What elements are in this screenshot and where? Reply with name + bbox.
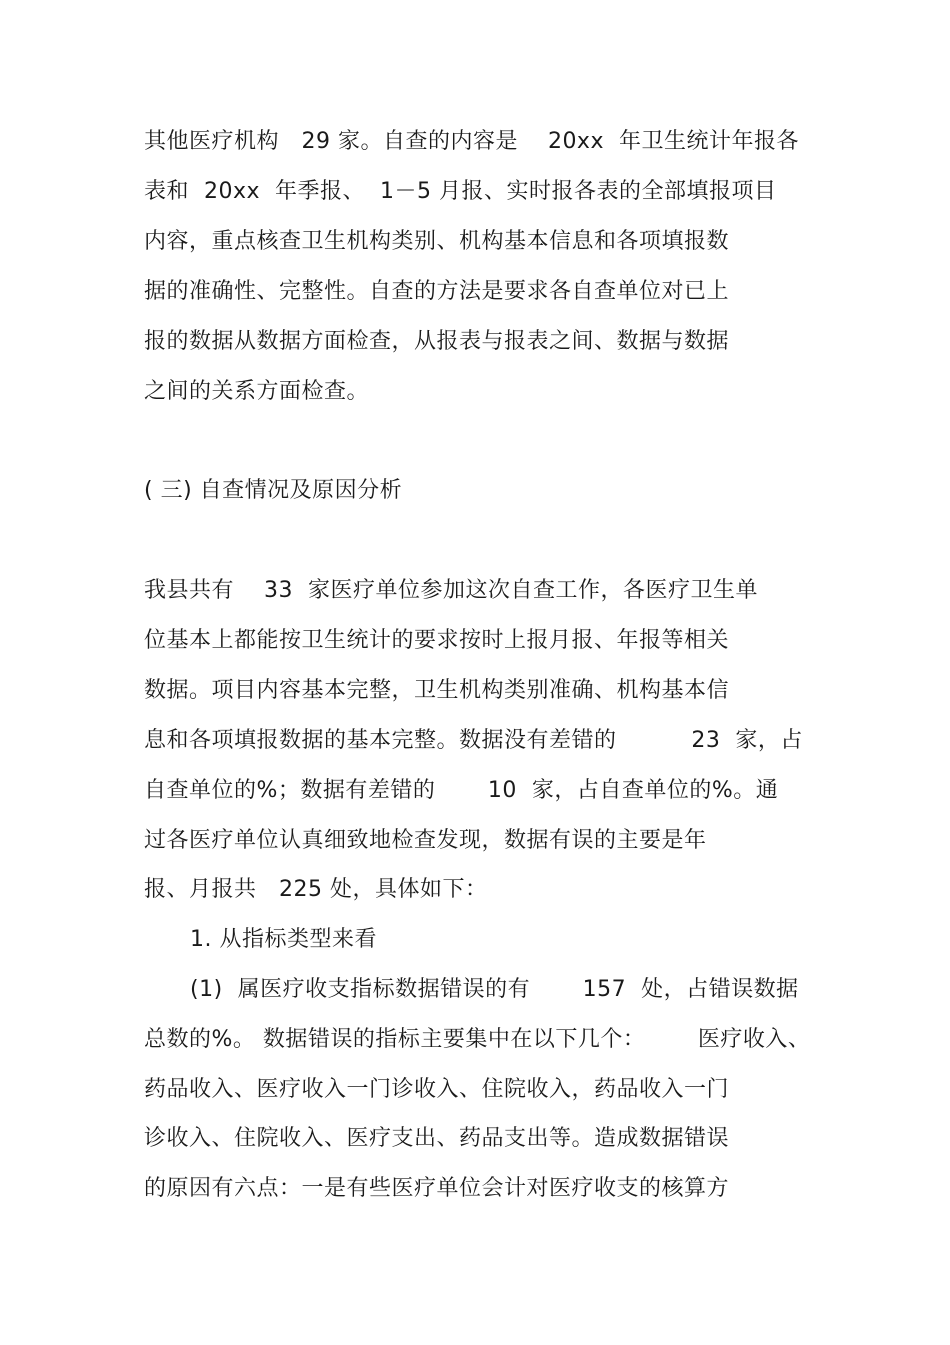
paragraph-1-line-4: 据的准确性、完整性。自查的方法是要求各自查单位对已上 xyxy=(144,279,730,304)
paragraph-2-line-6: 过各医疗单位认真细致地检查发现，数据有误的主要是年 xyxy=(144,828,707,853)
paragraph-1-line-2: 表和 20xx 年季报、 1－5 月报、实时报各表的全部填报项目 xyxy=(144,179,777,204)
section-heading: ( 三) 自查情况及原因分析 xyxy=(144,478,403,503)
paragraph-2-line-1: 我县共有 33 家医疗单位参加这次自查工作，各医疗卫生单 xyxy=(144,578,758,603)
paragraph-2-line-5: 自查单位的%；数据有差错的 10 家，占自查单位的%。通 xyxy=(144,778,779,803)
paragraph-3-line-1: (1) 属医疗收支指标数据错误的有 157 处，占错误数据 xyxy=(190,977,799,1002)
paragraph-1-line-6: 之间的关系方面检查。 xyxy=(144,379,370,404)
paragraph-3-line-5: 的原因有六点：一是有些医疗单位会计对医疗收支的核算方 xyxy=(144,1176,730,1201)
paragraph-1-line-1: 其他医疗机构 29 家。自查的内容是 20xx 年卫生统计年报各 xyxy=(144,129,799,154)
paragraph-3-line-3: 药品收入、医疗收入一门诊收入、住院收入，药品收入一门 xyxy=(144,1077,730,1102)
paragraph-3-line-2: 总数的%。 数据错误的指标主要集中在以下几个： 医疗收入、 xyxy=(144,1027,811,1052)
paragraph-2-line-3: 数据。项目内容基本完整，卫生机构类别准确、机构基本信 xyxy=(144,678,730,703)
paragraph-1-line-3: 内容，重点核查卫生机构类别、机构基本信息和各项填报数 xyxy=(144,229,730,254)
paragraph-2-line-4: 息和各项填报数据的基本完整。数据没有差错的 23 家，占 xyxy=(144,728,803,753)
paragraph-2-line-7: 报、月报共 225 处，具体如下： xyxy=(144,877,488,902)
paragraph-2-line-2: 位基本上都能按卫生统计的要求按时上报月报、年报等相关 xyxy=(144,628,730,653)
paragraph-1-line-5: 报的数据从数据方面检查，从报表与报表之间、数据与数据 xyxy=(144,329,730,354)
paragraph-3-line-4: 诊收入、住院收入、医疗支出、药品支出等。造成数据错误 xyxy=(144,1126,730,1151)
subheading: 1. 从指标类型来看 xyxy=(190,927,377,952)
